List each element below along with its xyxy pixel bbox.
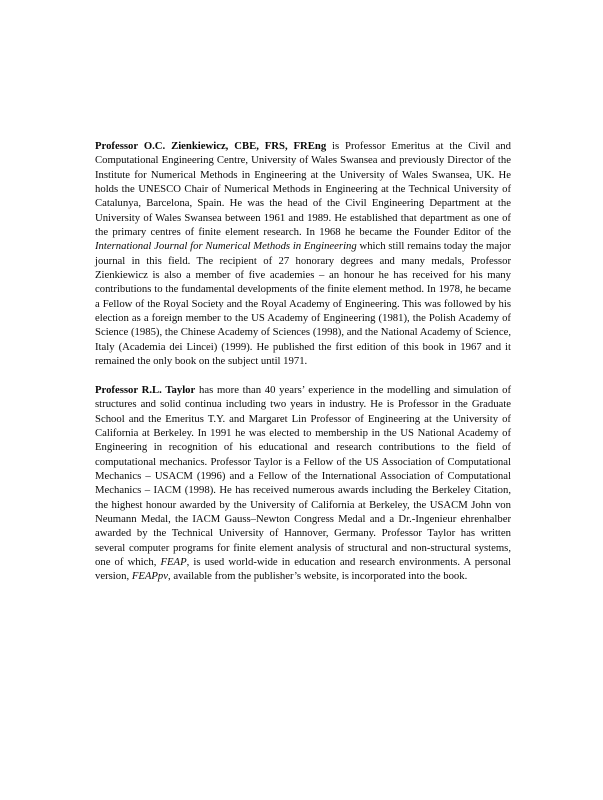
bio-text-segment: , available from the publisher’s website, is incorporated into the book. bbox=[168, 570, 468, 583]
bio-text-segment: FEAP bbox=[160, 555, 187, 568]
bio-paragraph-taylor bbox=[95, 383, 511, 584]
bio-text-segment: Professor R.L. Taylor bbox=[95, 383, 196, 396]
bio-paragraph-zienkiewicz bbox=[95, 139, 511, 369]
bio-text-segment: which still remains today the major journal in this field. The recipient of 27 honorary degrees and many medals, Professor Zienkiewicz is also a member of five academies – an honour he has received for his many contributions to the fundamental developments of the finite element method. In 1978, he became a Fellow of the Royal Society and the Royal Academy of Engineering. This was followed by his election as a foreign member to the US Academy of Engineering (1981), the Polish Academy of Science (1985), the Chinese Academy of Sciences (1998), and the National Academy of Science, Italy (Academia dei Lincei) (1999). He published the first edition of this book in 1967 and it remained the only book on the subject until 1971. bbox=[95, 240, 511, 368]
bio-text-segment: has more than 40 years’ experience in the modelling and simulation of structures and solid continua including two years in industry. He is Professor in the Graduate School and the Emeritus T.Y. and Margaret Lin Professor of Engineering at the University of California at Berkeley. In 1991 he was elected to membership in the US National Academy of Engineering in recognition of his educational and research contributions to the field of computational mechanics. Professor Taylor is a Fellow of the US Association of Computational Mechanics – USACM (1996) and a Fellow of the International Association of Computational Mechanics – IACM (1998). He has received numerous awards including the Berkeley Citation, the highest honour awarded by the University of California at Berkeley, the USACM John von Neumann Medal, the IACM Gauss–Newton Congress Medal and a Dr.-Ingenieur ehrenhalber awarded by the Technical University of Hannover, Germany. Professor Taylor has written several computer programs for finite element analysis of structural and non-structural systems, one of which, bbox=[95, 383, 511, 568]
bio-text-segment: is Professor Emeritus at the Civil and Computational Engineering Centre, University of Wales Swansea and previously Director of the Institute for Numerical Methods in Engineering at the University of Wales Swansea, UK. He holds the UNESCO Chair of Numerical Methods in Engineering at the Technical University of Catalunya, Barcelona, Spain. He was the head of the Civil Engineering Department at the University of Wales Swansea between 1961 and 1989. He established that department as one of the primary centres of finite element research. In 1968 he became the Founder Editor of the bbox=[95, 140, 511, 239]
bio-text-segment: Professor O.C. Zienkiewicz, CBE, FRS, FREng bbox=[95, 140, 327, 152]
bio-text-segment: International Journal for Numerical Methods in Engineering bbox=[95, 240, 357, 253]
author-biographies bbox=[95, 139, 511, 584]
bio-text-segment: , is used world-wide in education and research environments. A personal version, bbox=[95, 555, 511, 583]
bio-text-segment: FEAPpv bbox=[131, 570, 169, 583]
